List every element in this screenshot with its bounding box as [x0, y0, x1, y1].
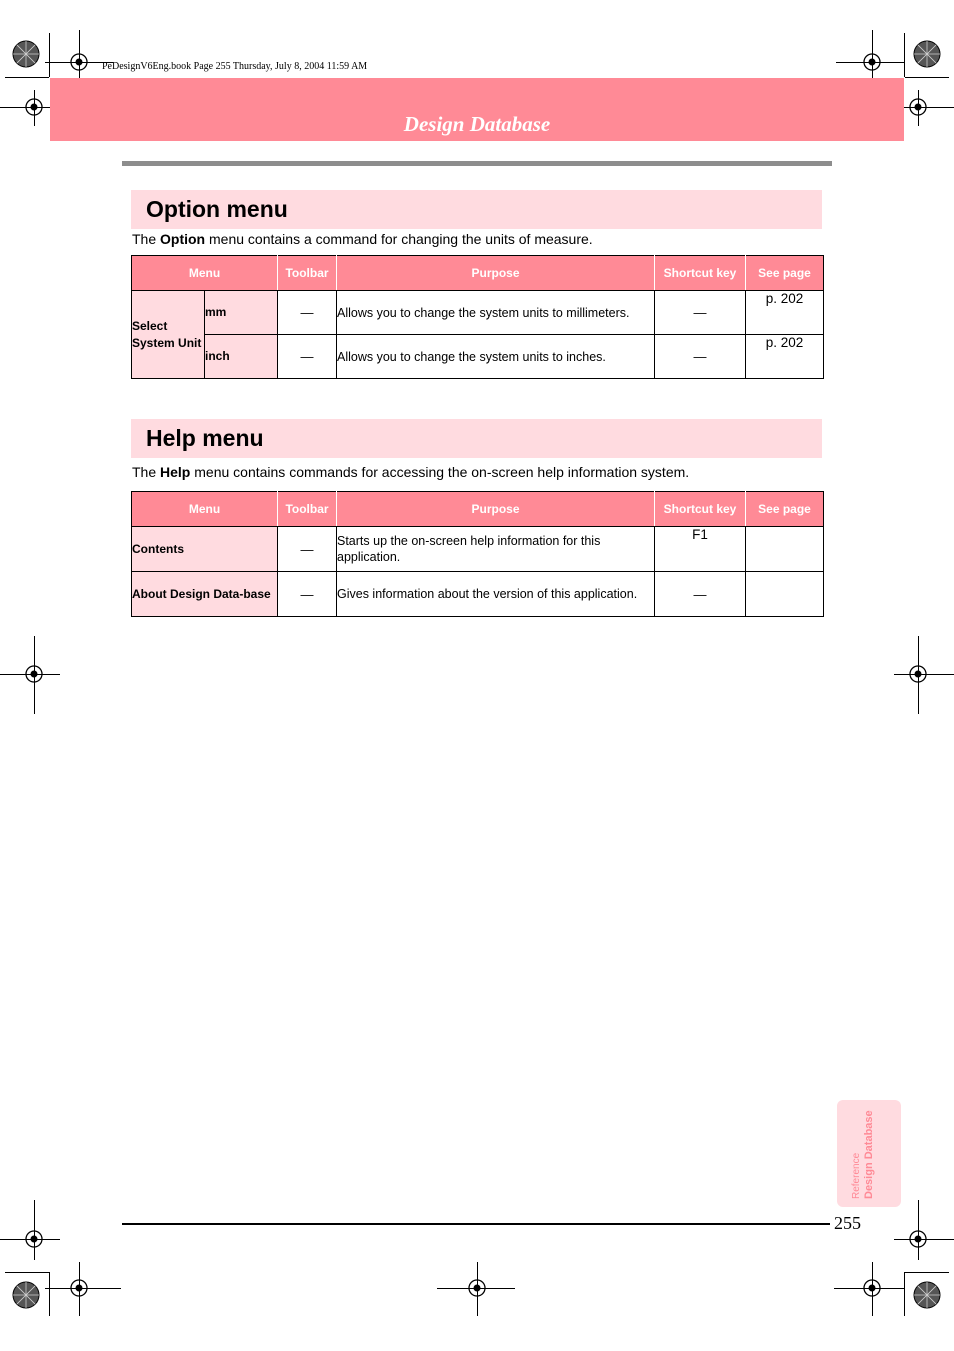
header-rule [122, 161, 832, 166]
header-title: Design Database [403, 112, 551, 136]
registration-target-icon [66, 1275, 92, 1301]
purpose-cell: Gives information about the version of this application. [337, 572, 655, 617]
column-header-toolbar: Toolbar [278, 492, 337, 527]
toolbar-cell: — [278, 572, 337, 617]
column-header-menu: Menu [132, 256, 278, 291]
table-row [132, 335, 824, 379]
registration-target-icon [21, 94, 47, 120]
option-section-bar [131, 190, 822, 229]
toolbar-cell: — [278, 527, 337, 572]
column-header-see-page: See page [746, 256, 824, 291]
menu-item-label: mm [205, 291, 278, 335]
color-rosette-icon [12, 40, 40, 68]
column-header-menu: Menu [132, 492, 278, 527]
shortcut-cell: — [655, 335, 746, 379]
option-intro: The Option menu contains a command for changing the units of measure. [132, 231, 593, 247]
header-band [50, 78, 904, 141]
toolbar-cell: — [278, 335, 337, 379]
registration-target-icon [21, 1226, 47, 1252]
see-page-cell: p. 202 [746, 335, 824, 379]
color-rosette-icon [12, 1281, 40, 1309]
registration-target-icon [905, 661, 931, 687]
option-menu-table [131, 255, 824, 379]
table-row [132, 572, 824, 617]
book-info: PeDesignV6Eng.book Page 255 Thursday, July 8, 2004 11:59 AM [102, 61, 368, 72]
side-tab-reference: Reference [851, 1152, 862, 1199]
option-section-title: Option menu [146, 196, 288, 222]
column-header-shortcut: Shortcut key [655, 492, 746, 527]
column-header-see-page: See page [746, 492, 824, 527]
table-header-row [132, 492, 824, 527]
column-header-toolbar: Toolbar [278, 256, 337, 291]
registration-target-icon [66, 49, 92, 75]
toolbar-cell: — [278, 291, 337, 335]
shortcut-cell: — [655, 291, 746, 335]
table-header-row [132, 256, 824, 291]
help-section-bar [131, 419, 822, 458]
help-intro: The Help menu contains commands for accessing the on-screen help information system. [132, 464, 690, 480]
column-header-purpose: Purpose [337, 256, 655, 291]
menu-item-label: About Design Data-base [132, 572, 278, 617]
table-row [132, 527, 824, 572]
footer-rule [122, 1223, 830, 1225]
purpose-cell: Starts up the on-screen help information for this application. [337, 527, 655, 572]
registration-target-icon [464, 1275, 490, 1301]
help-intro-bold: Help [160, 464, 191, 480]
see-page-cell: p. 202 [746, 291, 824, 335]
table-row [132, 291, 824, 335]
menu-item-label: Contents [132, 527, 278, 572]
purpose-cell: Allows you to change the system units to millimeters. [337, 291, 655, 335]
see-page-cell [746, 527, 824, 572]
registration-target-icon [859, 49, 885, 75]
menu-item-label: inch [205, 335, 278, 379]
help-section-title: Help menu [146, 425, 264, 451]
registration-target-icon [905, 94, 931, 120]
side-tab-section: Design Database [863, 1110, 875, 1199]
menu-group-label: Select System Unit [132, 291, 205, 379]
shortcut-cell: — [655, 572, 746, 617]
registration-target-icon [905, 1226, 931, 1252]
help-menu-table [131, 491, 824, 617]
side-tab [837, 1100, 901, 1207]
column-header-shortcut: Shortcut key [655, 256, 746, 291]
color-rosette-icon [913, 40, 941, 68]
see-page-cell [746, 572, 824, 617]
registration-target-icon [859, 1275, 885, 1301]
shortcut-cell: F1 [655, 527, 746, 572]
color-rosette-icon [913, 1281, 941, 1309]
column-header-purpose: Purpose [337, 492, 655, 527]
page-number: 255 [834, 1213, 861, 1233]
purpose-cell: Allows you to change the system units to inches. [337, 335, 655, 379]
registration-target-icon [21, 661, 47, 687]
option-intro-bold: Option [160, 231, 206, 247]
